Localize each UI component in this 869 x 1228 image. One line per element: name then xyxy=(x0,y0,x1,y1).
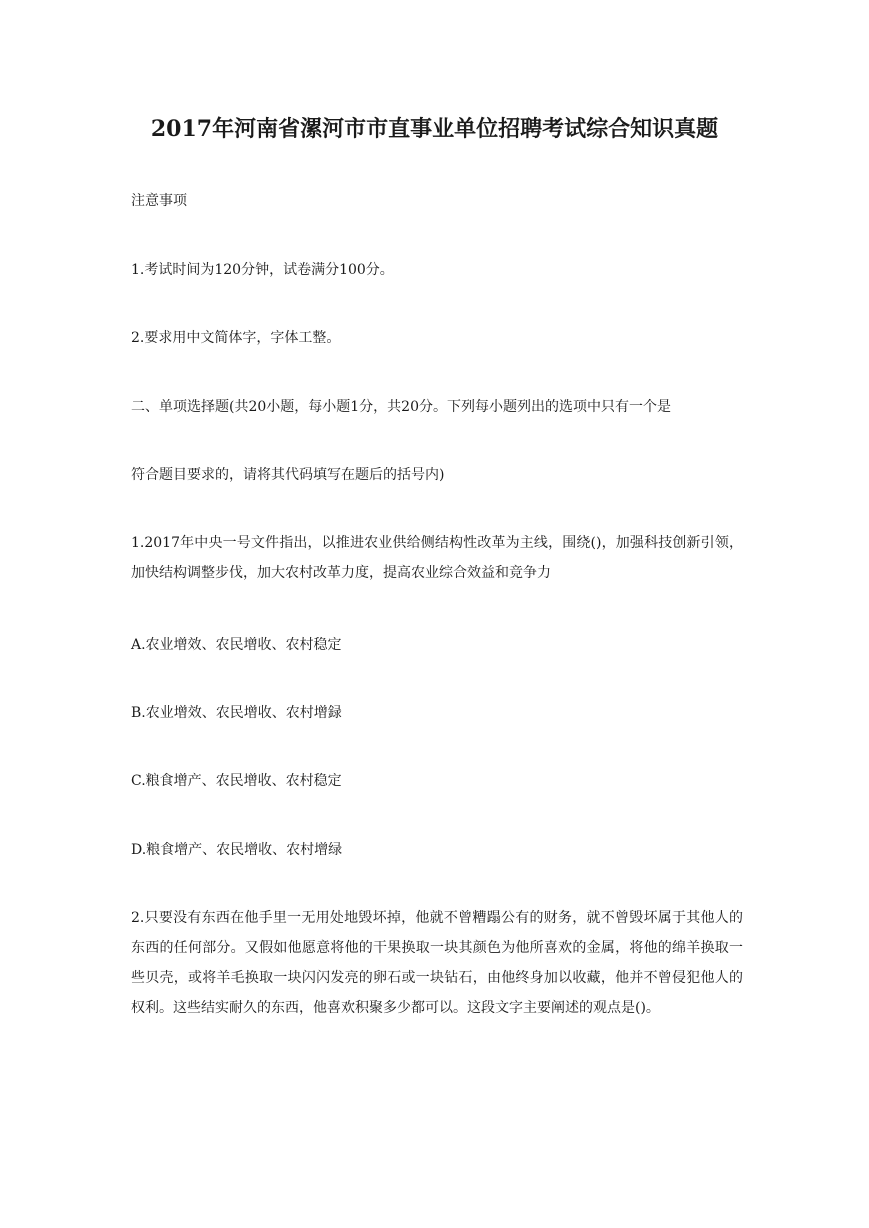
notice-item-2: 2.要求用中文简体字，字体工整。 xyxy=(131,330,341,346)
question-1-stem: 1.2017年中央一号文件指出，以推进农业供给侧结构性改革为主线，围绕()，加强科技创新引领，加快结构调整步伐，加大农村改革力度，提高农业综合效益和竞争力 xyxy=(131,535,743,581)
section-heading-line-2: 符合题目要求的，请将其代码填写在题后的括号内) xyxy=(131,467,445,483)
question-2-stem: 2.只要没有东西在他手里一无用处地毁坏掉，他就不曾糟蹋公有的财务，就不曾毁坏属于其他人的东西的任何部分。又假如他愿意将他的干果换取一块其颜色为他所喜欢的金属，将他的绵羊换取一些贝壳，或将羊毛换取一块闪闪发亮的卵石或一块钻石，由他终身加以收藏，他并不曾侵犯他人的权利。这些结实耐久的东西，他喜欢积聚多少都可以。这段文字主要阐述的观点是()。 xyxy=(131,910,743,1016)
question-1-option-d: D.粮食增产、农民增收、农村增绿 xyxy=(131,842,343,858)
question-1-option-c: C.粮食增产、农民增收、农村稳定 xyxy=(131,773,342,789)
notice-item-1: 1.考试时间为120分钟，试卷满分100分。 xyxy=(131,262,394,278)
question-1-option-b: B.农业增效、农民增收、农村增録 xyxy=(131,705,342,721)
document-title: 2017年河南省漯河市市直事业单位招聘考试综合知识真题 xyxy=(150,116,719,142)
question-1-option-a: A.农业增效、农民增收、农村稳定 xyxy=(131,637,342,653)
section-heading-line-1: 二、单项选择题(共20小题，每小题1分，共20分。下列每小题列出的选项中只有一个是 xyxy=(131,399,671,415)
notice-heading: 注意事项 xyxy=(131,193,187,209)
